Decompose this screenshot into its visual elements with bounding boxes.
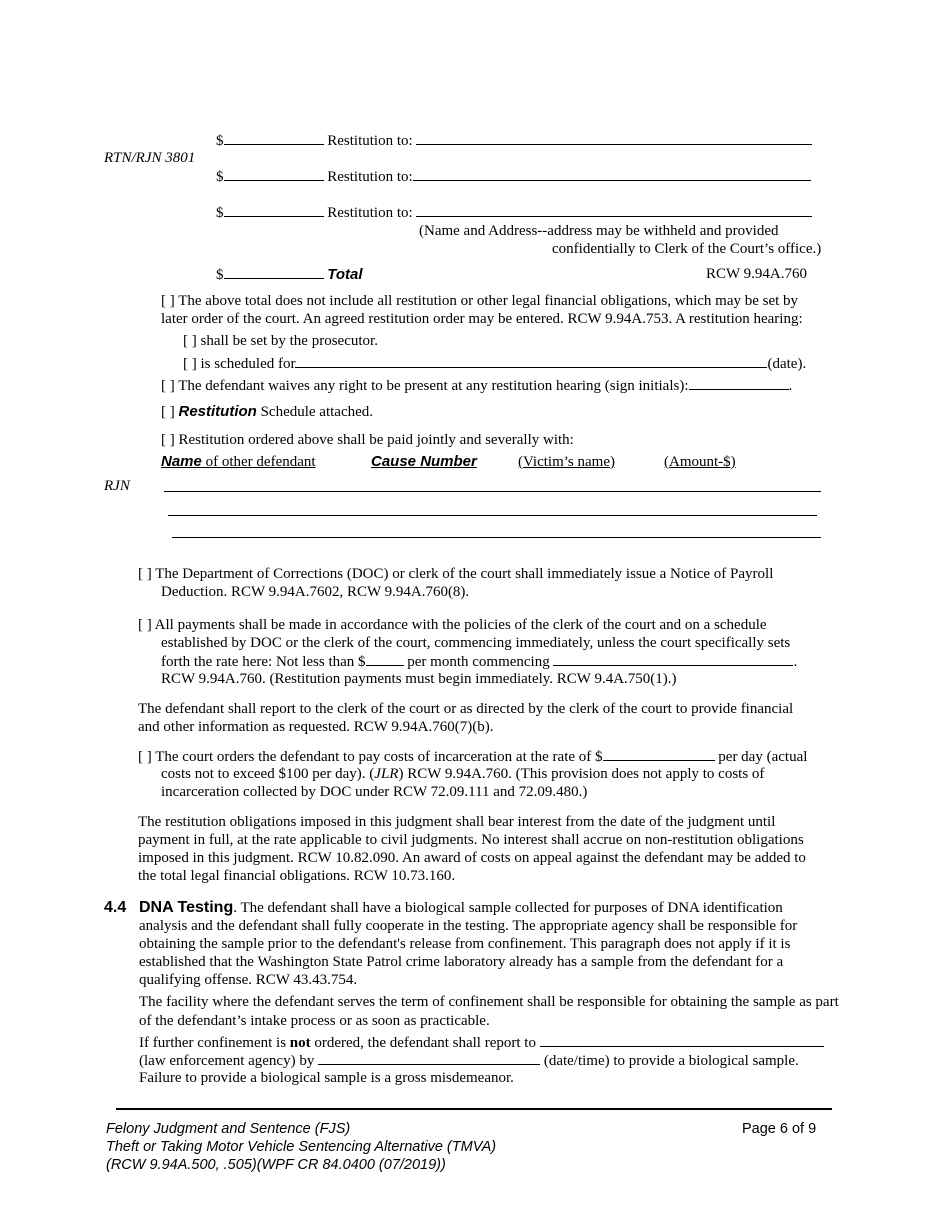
set-by-prosecutor-option[interactable]: [ ] shall be set by the prosecutor.	[183, 333, 378, 349]
dna-p3-line-1	[139, 1033, 824, 1052]
dollar-sign: $	[216, 133, 224, 149]
checkbox[interactable]: [ ]	[161, 404, 175, 420]
joint-entry-line-3[interactable]	[172, 537, 821, 538]
incarceration-line-2	[161, 765, 764, 783]
total-not-include-line-2: later order of the court. An agreed restitution order may be entered. RCW 9.94A.753. A restitution hearing:	[161, 311, 803, 327]
footer-line-1: Felony Judgment and Sentence (FJS)	[106, 1121, 351, 1137]
dna-line-1	[139, 899, 783, 917]
col-header-cause-number: Cause Number	[371, 453, 477, 470]
restitution-row-3	[216, 203, 812, 222]
dollar-sign: $	[216, 267, 224, 283]
initials-field[interactable]	[689, 376, 789, 390]
total-amount-field[interactable]	[224, 265, 324, 279]
total-label: Total	[327, 266, 363, 283]
scheduled-for-label: [ ] is scheduled for	[183, 356, 296, 372]
payments-line-1: [ ] All payments shall be made in accordance with the policies of the clerk of the court and on a schedule	[138, 617, 767, 633]
payments-line-3	[161, 652, 797, 671]
rjn-code: RJN	[104, 478, 130, 494]
hearing-date-field[interactable]	[295, 354, 767, 368]
restitution-recipient-field[interactable]	[413, 167, 811, 181]
date-suffix: (date).	[767, 356, 807, 372]
text: ordered, the defendant shall report to	[310, 1035, 536, 1051]
report-line-2: and other information as requested. RCW 9.94A.760(7)(b).	[138, 719, 494, 735]
text: If further confinement is	[139, 1035, 290, 1051]
incarceration-label: [ ] The court orders the defendant to pay costs of incarceration at the rate of $	[138, 749, 603, 765]
interest-line-4: the total legal financial obligations. RCW 10.73.160.	[138, 868, 456, 884]
restitution-total-row	[216, 265, 363, 284]
amount-field[interactable]	[224, 131, 324, 145]
footer-line-2: Theft or Taking Motor Vehicle Sentencing Alternative (TMVA)	[106, 1139, 497, 1155]
report-agency-field[interactable]	[540, 1033, 824, 1047]
dna-p3-line-2	[139, 1051, 799, 1070]
dna-line-3: obtaining the sample prior to the defendant's release from confinement. This paragraph does not apply if it is	[139, 936, 791, 952]
period: .	[788, 378, 793, 394]
restitution-bold: Restitution	[178, 403, 257, 420]
dna-line-4: established that the Washington State Patrol crime laboratory already has a sample from the defendant for a	[139, 954, 784, 970]
total-rcw: RCW 9.94A.760	[706, 266, 807, 282]
dna-p2-line-1: The facility where the defendant serves the term of confinement shall be responsible for obtaining the sample as part	[139, 994, 839, 1010]
payroll-line-1: [ ] The Department of Corrections (DOC) or clerk of the court shall immediately issue a Notice of Payroll	[138, 566, 774, 582]
interest-line-3: imposed in this judgment. RCW 10.82.090. An award of costs on appeal against the defendant may be added to	[138, 850, 806, 866]
incarceration-line-1	[138, 747, 807, 766]
restitution-label: Restitution to:	[327, 133, 413, 149]
jlr-code: JLR	[374, 766, 399, 782]
name-address-note-2: confidentially to Clerk of the Court’s office.)	[552, 241, 822, 257]
dollar-sign: $	[216, 205, 224, 221]
restitution-label: Restitution to:	[327, 205, 413, 221]
payments-line-2: established by DOC or the clerk of the court, commencing immediately, unless the court specifically sets	[161, 635, 791, 651]
period: .	[233, 900, 237, 916]
payments-line-4: RCW 9.94A.760. (Restitution payments must begin immediately. RCW 9.4A.750(1).)	[161, 671, 677, 687]
dna-p2-line-2: of the defendant’s intake process or as soon as practicable.	[139, 1013, 490, 1029]
payroll-line-2: Deduction. RCW 9.94A.7602, RCW 9.94A.760(8).	[161, 584, 470, 600]
commencing-date-field[interactable]	[553, 652, 793, 666]
incarceration-rate-field[interactable]	[603, 747, 715, 761]
page-number: Page 6 of 9	[742, 1121, 817, 1137]
schedule-attached-option[interactable]	[161, 403, 373, 421]
text: costs not to exceed $100 per day). (	[161, 766, 375, 782]
not-bold: not	[289, 1035, 311, 1051]
joint-entry-line-1[interactable]	[164, 491, 821, 492]
dna-line-5: qualifying offense. RCW 43.43.754.	[139, 972, 358, 988]
restitution-recipient-field[interactable]	[416, 203, 812, 217]
restitution-label: Restitution to:	[327, 169, 413, 185]
section-number: 4.4	[104, 899, 127, 916]
dna-p3-line-3: Failure to provide a biological sample is a gross misdemeanor.	[139, 1070, 514, 1086]
incarceration-line-3: incarceration collected by DOC under RCW 72.09.111 and 72.09.480.)	[161, 784, 588, 800]
name-bold: Name	[161, 453, 202, 470]
dollar-sign: $	[216, 169, 224, 185]
waives-right-option[interactable]	[161, 376, 792, 395]
monthly-rate-field[interactable]	[366, 652, 404, 666]
report-datetime-field[interactable]	[318, 1051, 540, 1065]
restitution-row-2	[216, 167, 811, 186]
name-address-note-1: (Name and Address--address may be withheld and provided	[419, 223, 779, 239]
interest-line-1: The restitution obligations imposed in this judgment shall bear interest from the date of the judgment until	[138, 814, 776, 830]
restitution-code: RTN/RJN 3801	[104, 150, 196, 166]
col-header-name	[161, 453, 316, 471]
col-header-victim: (Victim’s name)	[518, 454, 615, 470]
col-header-amount: (Amount-$)	[664, 454, 736, 470]
report-line-1: The defendant shall report to the clerk of the court or as directed by the clerk of the court to provide financial	[138, 701, 794, 717]
commencing-label: per month commencing	[407, 654, 550, 670]
interest-line-2: payment in full, at the rate applicable to civil judgments. No interest shall accrue on non-restitution obligations	[138, 832, 804, 848]
restitution-recipient-field[interactable]	[416, 131, 812, 145]
total-not-include-line-1: [ ] The above total does not include all restitution or other legal financial obligations, which may be set by	[161, 293, 799, 309]
text: (date/time) to provide a biological sample.	[543, 1053, 799, 1069]
footer-rule	[116, 1108, 832, 1110]
joint-entry-line-2[interactable]	[168, 515, 817, 516]
jointly-severally-option[interactable]: [ ] Restitution ordered above shall be paid jointly and severally with:	[161, 432, 574, 448]
text: (law enforcement agency) by	[139, 1053, 315, 1069]
period: .	[793, 654, 798, 670]
text: ) RCW 9.94A.760. (This provision does not apply to costs of	[398, 766, 765, 782]
waives-right-label: [ ] The defendant waives any right to be present at any restitution hearing (sign initials):	[161, 378, 689, 394]
scheduled-for-option[interactable]	[183, 354, 806, 373]
amount-field[interactable]	[224, 203, 324, 217]
dna-line-2: analysis and the defendant shall fully cooperate in the testing. The appropriate agency shall be responsible for	[139, 918, 798, 934]
restitution-row-1	[216, 131, 812, 150]
name-rest: of other defendant	[205, 454, 316, 470]
dna-text: The defendant shall have a biological sample collected for purposes of DNA identification	[240, 900, 783, 916]
footer-line-3: (RCW 9.94A.500, .505)(WPF CR 84.0400 (07/2019))	[106, 1157, 446, 1173]
amount-field[interactable]	[224, 167, 324, 181]
dna-title: DNA Testing	[139, 899, 234, 916]
rate-label: forth the rate here: Not less than $	[161, 654, 366, 670]
schedule-attached-label: Schedule attached.	[260, 404, 374, 420]
per-day-label: per day (actual	[718, 749, 808, 765]
